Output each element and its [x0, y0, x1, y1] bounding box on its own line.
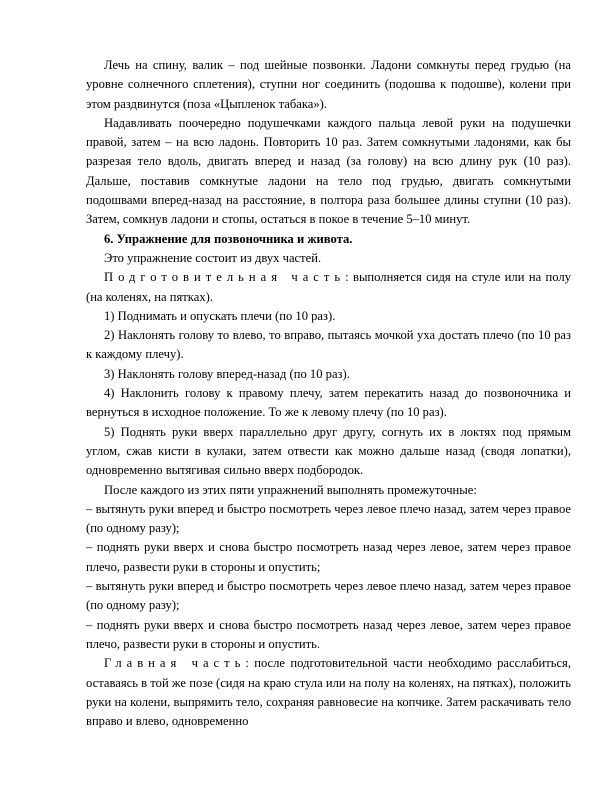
list-item-1: 1) Поднимать и опускать плечи (по 10 раз).	[104, 308, 336, 323]
list-item-3: 3) Наклонять голову вперед-назад (по 10 раз).	[104, 366, 350, 381]
dash-item-1: – вытянуть руки вперед и быстро посмотреть через левое плечо назад, затем через правое (по одному разу);	[86, 501, 571, 536]
dash-item-4: – поднять руки вверх и снова быстро посмотреть назад через левое, затем через правое плечо, развести руки в стороны и опустить.	[86, 617, 571, 651]
document-page	[86, 56, 571, 731]
paragraph-preparatory-part	[86, 268, 571, 307]
paragraph-intermediate: После каждого из этих пяти упражнений выполнять промежуточные:	[104, 482, 477, 497]
list-item-4: 4) Наклонить голову к правому плечу, затем перекатить назад до позвоночника и вернуться в исходное положение. То же к левому плечу (по 10 раз).	[86, 386, 571, 420]
section-heading-6: 6. Упражнение для позвоночника и живота.	[104, 231, 353, 246]
main-part-text: : после подготовительной части необходимо расслабиться, оставаясь в той же позе (сидя на краю стула или на полу на коленях, на пятках), положить руки на колени, выпрямить тело, сохраняя равновесие на копчике. Затем раскачивать тело вправо и влево, одновременно	[86, 656, 571, 729]
preparatory-part-text: : выполняется сидя на стуле или на полу (на коленях, на пятках).	[86, 270, 571, 304]
main-part-label: Главная часть	[104, 656, 246, 671]
list-item-2: 2) Наклонять голову то влево, то вправо, пытаясь мочкой уха достать плечо (по 10 раз к каждому плечу).	[86, 328, 571, 362]
dash-item-2: – поднять руки вверх и снова быстро посмотреть назад через левое, затем через правое плечо, развести руки в стороны и опустить;	[86, 540, 571, 574]
paragraph-two-parts: Это упражнение состоит из двух частей.	[104, 250, 322, 265]
paragraph-main-part	[86, 654, 571, 731]
list-item-5: 5) Поднять руки вверх параллельно друг другу, согнуть их в локтях под прямым углом, сжав кисти в кулаки, затем отвести как можно дальше назад (сводя лопатки), одновременно вытягивая сильно вверх подбородок.	[86, 424, 571, 478]
paragraph-pose: Лечь на спину, валик – под шейные позвонки. Ладони сомкнуты перед грудью (на уровне солнечного сплетения), ступни ног соединить (подошва к подошве), колени при этом раздвинутся (поза «Цыпленок табака»).	[86, 58, 571, 111]
dash-item-3: – вытянуть руки вперед и быстро посмотреть через левое плечо назад, затем через правое (по одному разу);	[86, 579, 571, 613]
preparatory-part-label: Подготовительная часть	[104, 270, 346, 285]
paragraph-exercise-steps: Надавливать поочередно подушечками каждого пальца левой руки на подушечки правой, затем – на всю ладонь. Повторить 10 раз. Затем сомкнутыми ладонями, как бы разрезая тело вдоль, двигать вперед и назад (за голову) на всю длину рук (10 раз). Дальше, поставив сомкнутые ладони на тело под грудью, двигать сомкнутыми подошвами вперед-назад на расстояние, в полтора раза большее длины ступни (10 раз). Затем, сомкнув ладони и стопы, остаться в покое в течение 5–10 минут.	[86, 115, 571, 227]
